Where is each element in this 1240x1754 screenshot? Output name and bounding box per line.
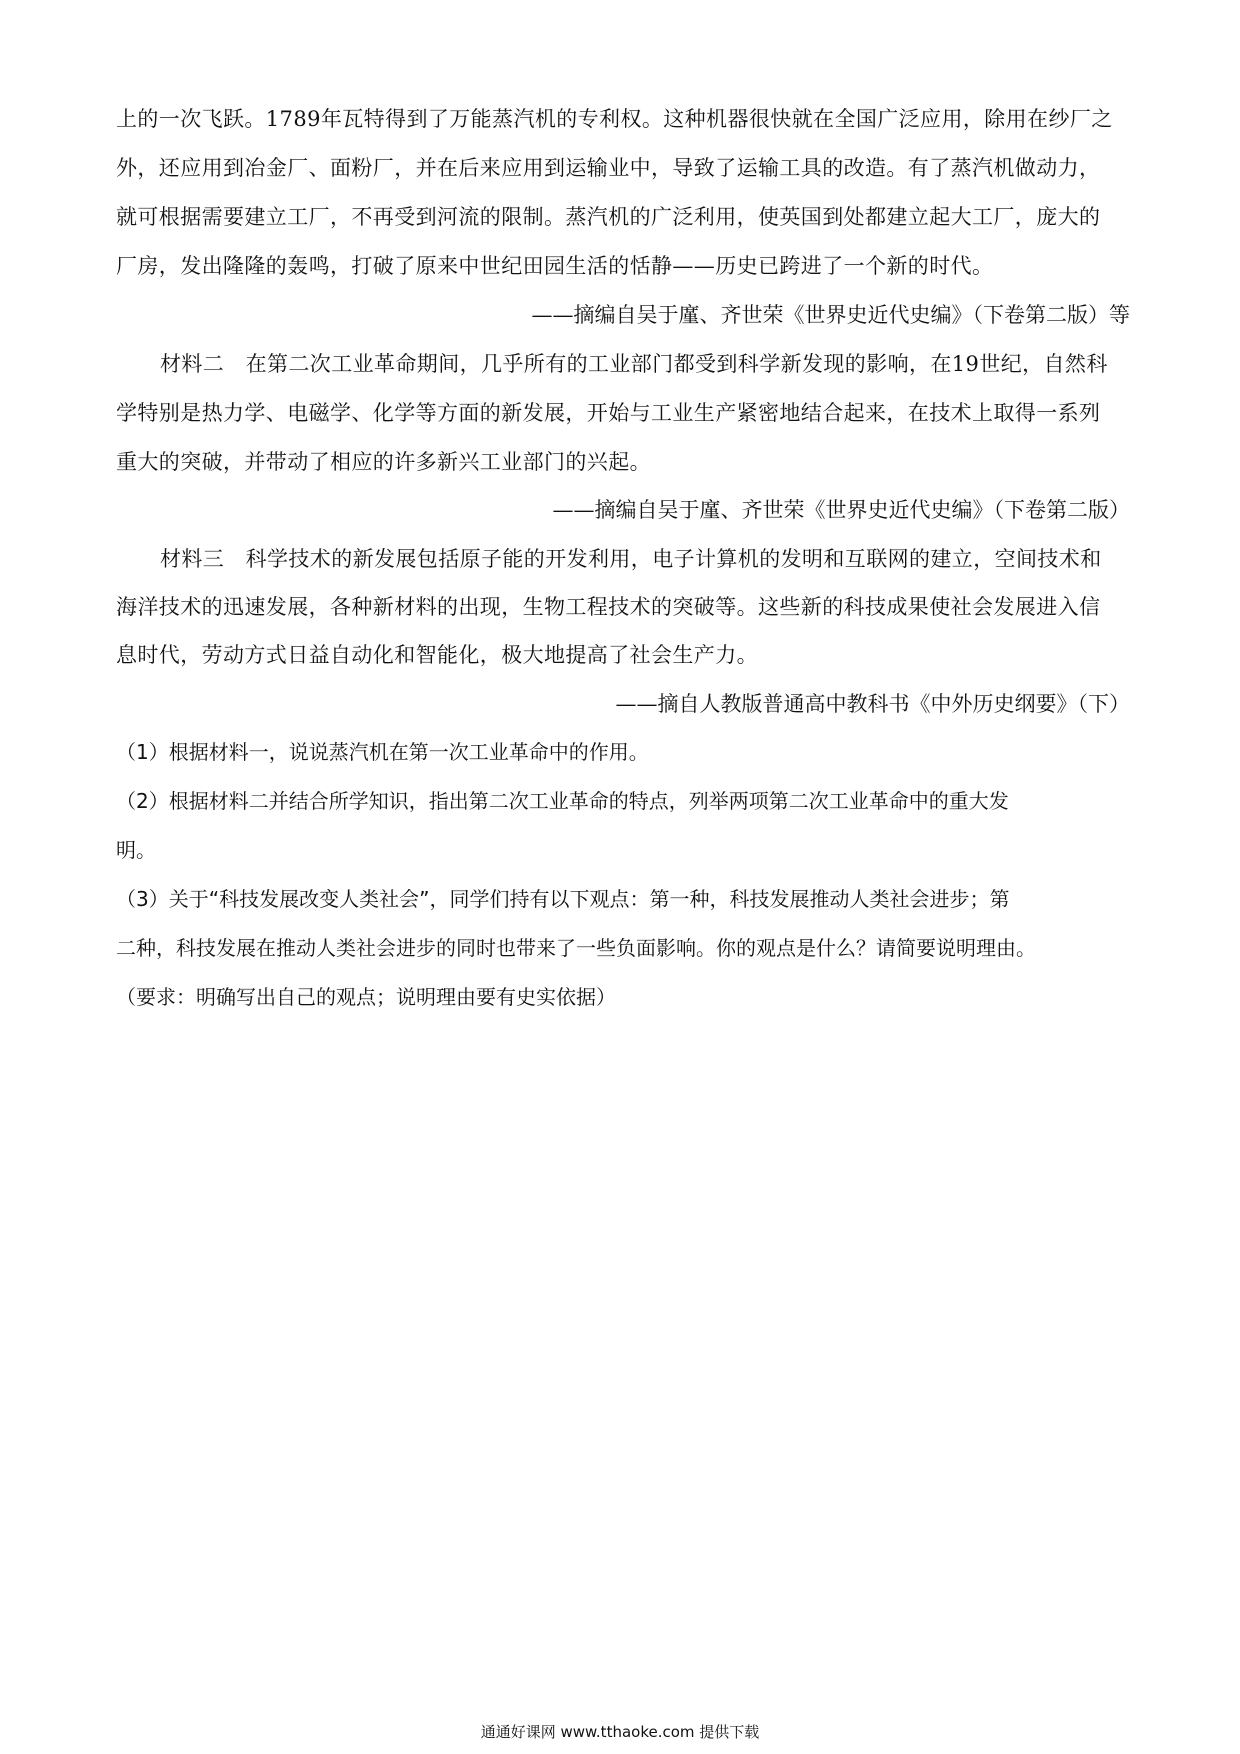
material2-line-2: 学特别是热力学、电磁学、化学等方面的新发展，开始与工业生产紧密地结合起来，在技术上取得一系列 bbox=[116, 401, 1101, 425]
material2-line-3: 重大的突破，并带动了相应的许多新兴工业部门的兴起。 bbox=[116, 450, 651, 474]
question-3-line-2: 二种，科技发展在推动人类社会进步的同时也带来了一些负面影响。你的观点是什么？请简要说明理由。 bbox=[116, 936, 1036, 960]
material2-source: ——摘编自吴于廑、齐世荣《世界史近代史编》（下卷第二版） bbox=[552, 498, 1130, 522]
material3-line-2: 海洋技术的迅速发展，各种新材料的出现，生物工程技术的突破等。这些新的科技成果使社会发展进入信 bbox=[116, 595, 1101, 619]
material1-line-1: 上的一次飞跃。1789年瓦特得到了万能蒸汽机的专利权。这种机器很快就在全国广泛应用，除用在纱厂之 bbox=[116, 107, 1113, 131]
material3-line-3: 息时代，劳动方式日益自动化和智能化，极大地提高了社会生产力。 bbox=[116, 643, 758, 667]
material2-line-1: 材料二 在第二次工业革命期间，几乎所有的工业部门都受到科学新发现的影响，在19世纪，自然科 bbox=[160, 352, 1108, 376]
material1-line-4: 厂房，发出隆隆的轰鸣，打破了原来中世纪田园生活的恬静——历史已跨进了一个新的时代。 bbox=[116, 254, 994, 278]
material1-line-2: 外，还应用到冶金厂、面粉厂，并在后来应用到运输业中，导致了运输工具的改造。有了蒸汽机做动力， bbox=[116, 156, 1101, 180]
page-footer: 通通好课网 www.tthaoke.com 提供下载 bbox=[480, 1723, 760, 1741]
material1-source: ——摘编自吴于廑、齐世荣《世界史近代史编》（下卷第二版）等 bbox=[531, 303, 1130, 327]
material3-line-1: 材料三 科学技术的新发展包括原子能的开发利用，电子计算机的发明和互联网的建立，空间技术和 bbox=[160, 547, 1102, 571]
material3-source: ——摘自人教版普通高中教科书《中外历史纲要》（下） bbox=[615, 692, 1130, 716]
question-2-line-2: 明。 bbox=[116, 838, 156, 862]
question-3-line-1: （3）关于“科技发展改变人类社会”，同学们持有以下观点：第一种，科技发展推动人类社会进步；第 bbox=[116, 887, 1010, 911]
question-2-line-1: （2）根据材料二并结合所学知识，指出第二次工业革命的特点，列举两项第二次工业革命中的重大发 bbox=[116, 789, 1009, 813]
material1-line-3: 就可根据需要建立工厂，不再受到河流的限制。蒸汽机的广泛利用，使英国到处都建立起大工厂，庞大的 bbox=[116, 205, 1101, 229]
question-3-requirement: （要求：明确写出自己的观点；说明理由要有史实依据） bbox=[116, 985, 616, 1009]
question-1: （1）根据材料一，说说蒸汽机在第一次工业革命中的作用。 bbox=[116, 740, 649, 764]
